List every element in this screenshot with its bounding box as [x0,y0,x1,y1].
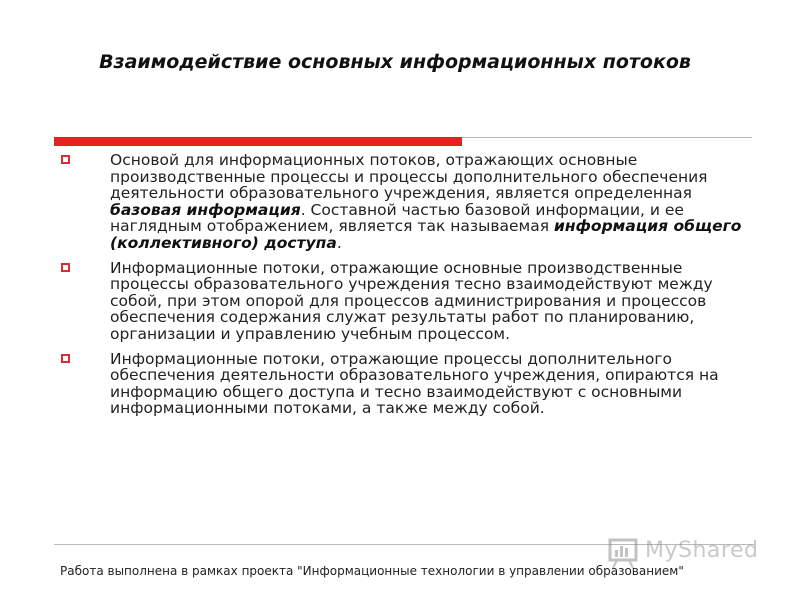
square-bullet-icon [61,354,70,363]
slide-title: Взаимодействие основных информационных потоков [99,51,691,73]
footer-text: Работа выполнена в рамках проекта "Информационные технологии в управлении образованием" [60,564,684,578]
bullet-item [60,351,760,417]
watermark-text: MyShared [645,538,759,563]
square-bullet-icon [61,155,70,164]
title-underline-accent [54,137,462,146]
bullet-text-emphasis: базовая информация [110,200,301,219]
bullet-text-emphasis: информация общего (коллективного) доступа [110,217,742,252]
bullet-item [60,260,760,343]
bullet-text-part: . [336,233,342,252]
bullet-list [60,152,760,417]
square-bullet-icon [61,263,70,272]
bullet-text-part: . Составной частью базовой информации, и ее наглядным отображением, является так называемая [110,200,684,236]
title-underline-thin [462,137,752,138]
bullet-text-part: Основой для информационных потоков, отражающих основные производственные процессы и процессы дополнительного обеспечения деятельности образовательного учреждения, является определенная [110,151,708,203]
bullet-text: Информационные потоки, отражающие процессы дополнительного обеспечения деятельности образовательного учреждения, опираются на информацию общего доступа и тесно взаимодействуют с основными информационными потоками, а также между собой. [110,349,719,418]
bullet-text: Информационные потоки, отражающие основные производственные процессы образовательного учреждения тесно взаимодействуют между собой, при этом опорой для процессов администрирования и процессов обеспечения содержания служат результаты работ по планированию, организации и управлению учебным процессом. [110,258,713,343]
bullet-text [110,151,741,252]
bullet-item [60,152,760,252]
